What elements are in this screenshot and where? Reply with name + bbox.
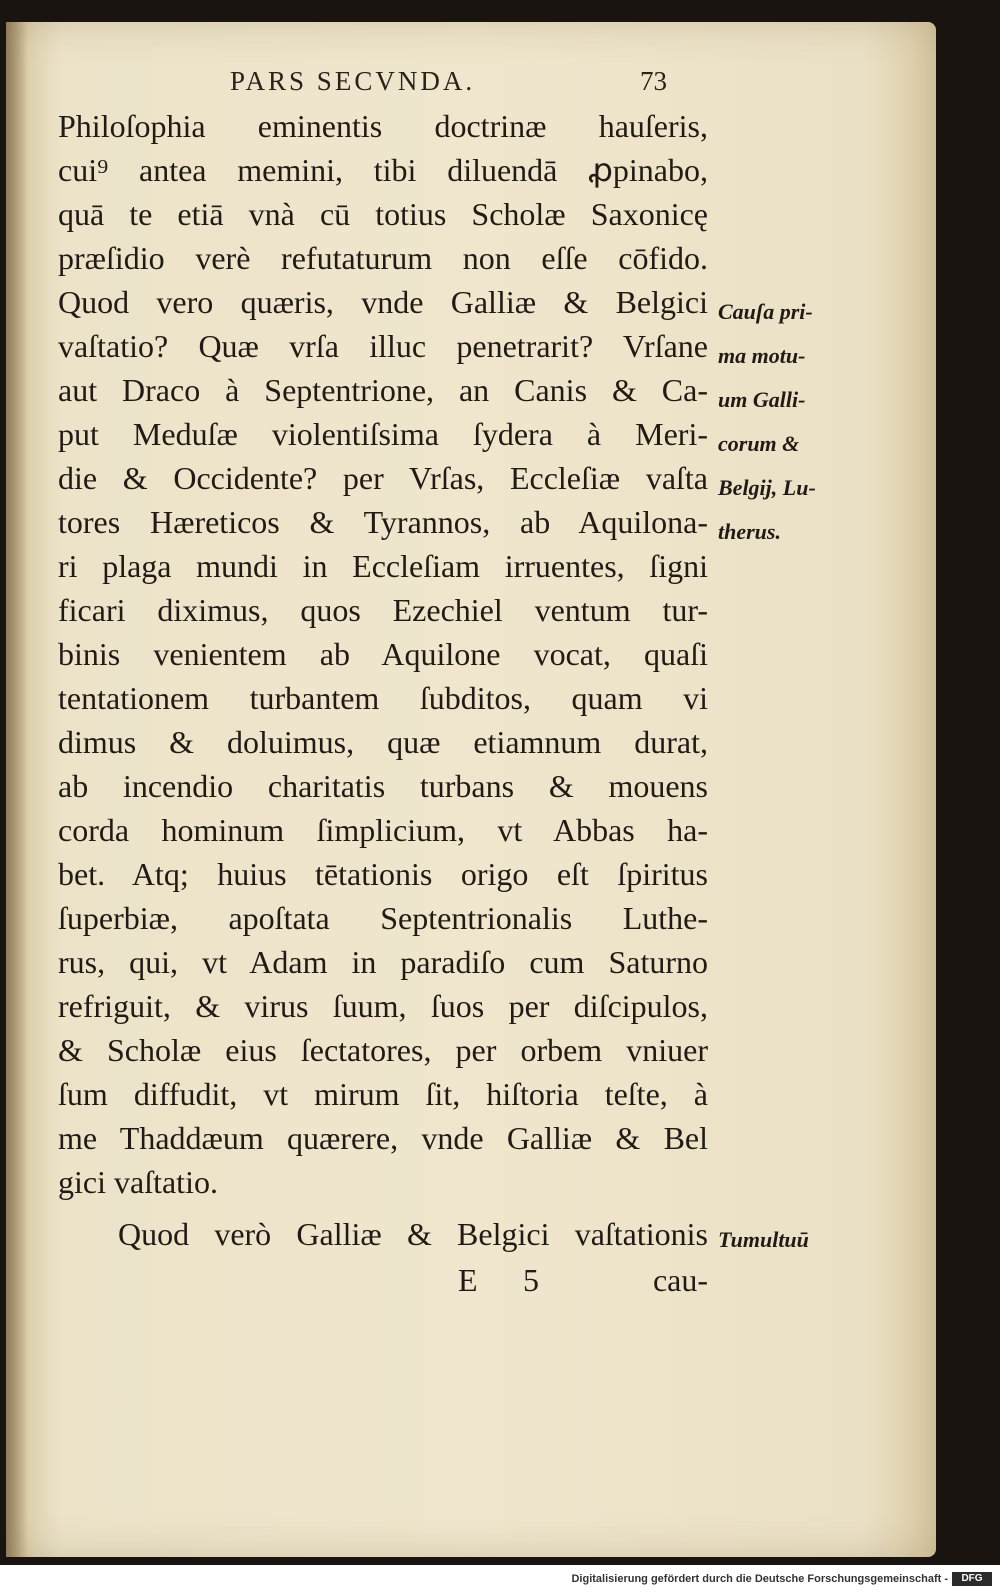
text-line: bet. Atq; huius tētationis origo eſt ſpiritus	[58, 856, 708, 892]
text-line: rus, qui, vt Adam in paradiſo cum Saturno	[58, 944, 708, 980]
text-line: tentationem turbantem ſubditos, quam vi	[58, 680, 708, 716]
page-foot-line	[58, 1262, 708, 1306]
text-line: ſum diffudit, vt mirum ſit, hiſtoria teſte, à	[58, 1076, 708, 1112]
credit-text: Digitalisierung gefördert durch die Deutsche Forschungsgemeinschaft -	[571, 1573, 948, 1585]
sidenote-line: Tumultuū	[718, 1227, 809, 1252]
text-line: Philoſophia eminentis doctrinæ hauſeris,	[58, 108, 708, 144]
dfg-logo-icon: DFG	[952, 1572, 992, 1586]
text-line: binis venientem ab Aquilone vocat, quaſi	[58, 636, 708, 672]
sidenote-line: therus.	[718, 519, 781, 544]
sidenote-line: ma motu-	[718, 343, 806, 368]
text-line: aut Draco à Septentrione, an Canis & Ca-	[58, 372, 708, 408]
sidenote-line: Belgij, Lu-	[718, 475, 816, 500]
text-line: ſuperbiæ, apoſtata Septentrionalis Luthe-	[58, 900, 708, 936]
sidenote-line: corum &	[718, 431, 800, 456]
text-line: put Meduſæ violentiſsima ſydera à Meri-	[58, 416, 708, 452]
signature-number: 5	[523, 1262, 539, 1298]
text-line: ab incendio charitatis turbans & mouens	[58, 768, 708, 804]
text-line: ficari diximus, quos Ezechiel ventum tur-	[58, 592, 708, 628]
text-line: corda hominum ſimplicium, vt Abbas ha-	[58, 812, 708, 848]
text-line: Quod verò Galliæ & Belgici vaſtationis	[118, 1216, 708, 1252]
credit-bar	[0, 1565, 1000, 1595]
text-line: dimus & doluimus, quæ etiamnum durat,	[58, 724, 708, 760]
text-line: refriguit, & virus ſuum, ſuos per diſcipulos,	[58, 988, 708, 1024]
text-line: cui⁹ antea memini, tibi diluendā ꝓpinabo,	[58, 152, 708, 188]
text-line: præſidio verè refutaturum non eſſe cōfido.	[58, 240, 708, 276]
text-line: & Scholæ eius ſectatores, per orbem vniuer	[58, 1032, 708, 1068]
text-line: die & Occidente? per Vrſas, Eccleſiæ vaſta	[58, 460, 708, 496]
page-number: 73	[640, 66, 667, 96]
text-line: Quod vero quæris, vnde Galliæ & Belgici	[58, 284, 708, 320]
text-line: vaſtatio? Quæ vrſa illuc penetrarit? Vrſane	[58, 328, 708, 364]
text-line: quā te etiā vnà cū totius Scholæ Saxonicę	[58, 196, 708, 232]
text-line: gici vaſtatio.	[58, 1164, 218, 1200]
catchword: cau-	[652, 1262, 708, 1298]
signature-mark: E	[458, 1262, 478, 1298]
text-line: tores Hæreticos & Tyrannos, ab Aquilona-	[58, 504, 708, 540]
page-header	[230, 66, 680, 106]
text-line: me Thaddæum quærere, vnde Galliæ & Bel	[58, 1120, 708, 1156]
page-gutter-shadow	[6, 22, 28, 1557]
sidenote-line: Cauſa pri-	[718, 299, 813, 324]
running-title: PARS SECVNDA.	[230, 66, 476, 96]
text-line: ri plaga mundi in Eccleſiam irruentes, ſigni	[58, 548, 708, 584]
sidenote-line: um Galli-	[718, 387, 806, 412]
